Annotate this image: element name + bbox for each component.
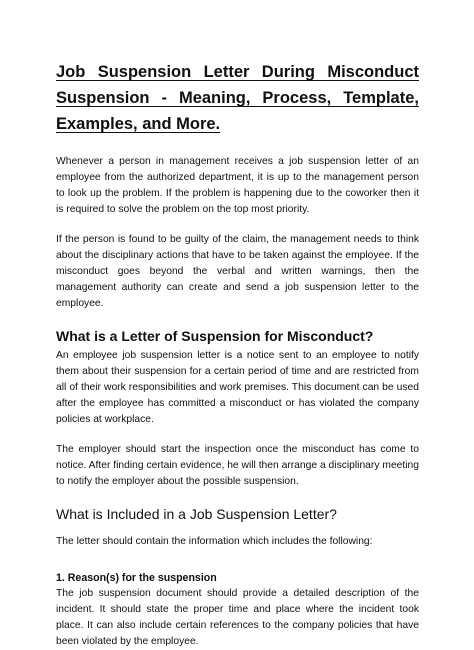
section2-paragraph: The job suspension document should provide a detailed description of the incident. It should state the proper time and place where the incident took place. It can also include certain references to the company policies that have been violated by the employee. — [56, 588, 419, 647]
document-title: Job Suspension Letter During Misconduct Suspension - Meaning, Process, Template, Examples, and More. — [56, 63, 419, 133]
section-heading-letter-of-suspension: What is a Letter of Suspension for Misconduct? — [56, 328, 374, 344]
section1-paragraph-2: The employer should start the inspection once the misconduct has come to notice. After finding certain evidence, he will then arrange a disciplinary meeting to notify the employer about the possible suspension. — [56, 444, 419, 487]
section1-paragraph-1: An employee job suspension letter is a notice sent to an employee to notify them about their suspension for a certain period of time and are restricted from all of their work responsibilities and work premises. This document can be used after the employee has committed a misconduct or has violated the company policies at workplace. — [56, 350, 419, 425]
subheading-reasons: 1. Reason(s) for the suspension — [56, 572, 217, 584]
section2-intro: The letter should contain the information which includes the following: — [56, 536, 373, 547]
intro-paragraph-1: Whenever a person in management receives a job suspension letter of an employee from the authorized department, it is up to the management person to look up the problem. If the problem is happening due to the coworker then it is required to solve the problem on the top most priority. — [56, 156, 419, 215]
section-heading-included: What is Included in a Job Suspension Letter? — [56, 506, 337, 522]
intro-paragraph-2: If the person is found to be guilty of the claim, the management needs to think about the disciplinary actions that have to be taken against the employee. If the misconduct goes beyond the verbal and written warnings, then the management authority can create and send a job suspension letter to the employee. — [56, 234, 419, 309]
